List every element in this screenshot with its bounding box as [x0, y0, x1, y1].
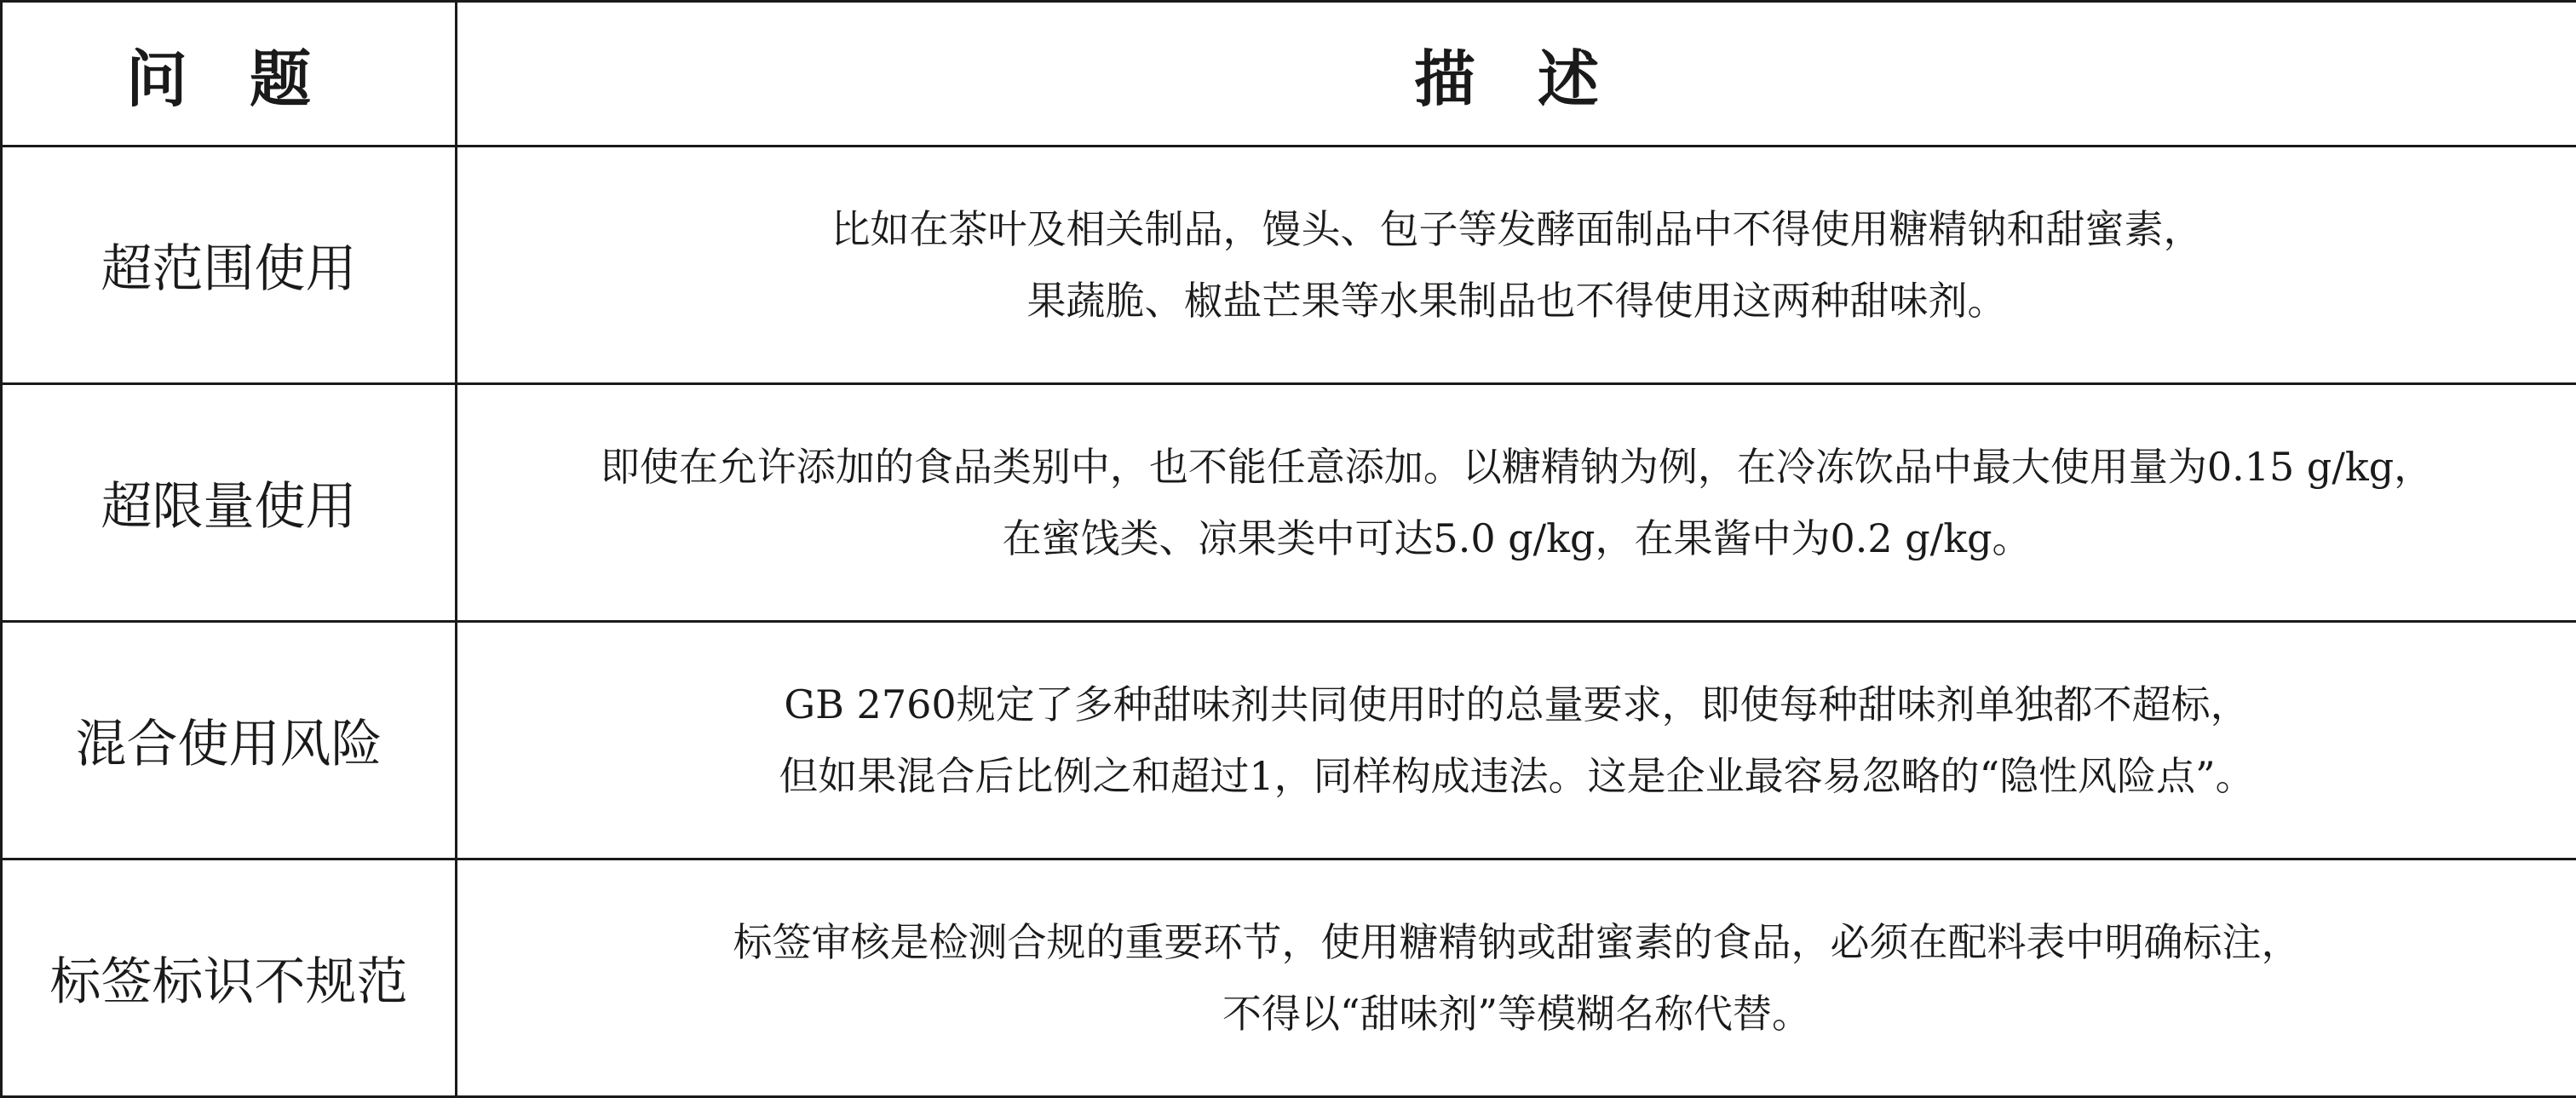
issue-cell: 标签标识不规范	[2, 859, 457, 1097]
issue-cell: 混合使用风险	[2, 622, 457, 859]
table-row	[2, 622, 2576, 859]
header-description: 描 述	[457, 2, 2576, 147]
description-line: GB 2760规定了多种甜味剂共同使用时的总量要求，即使每种甜味剂单独都不超标，	[457, 669, 2576, 740]
description-line: 比如在茶叶及相关制品，馒头、包子等发酵面制品中不得使用糖精钠和甜蜜素，	[457, 193, 2576, 265]
header-issue: 问 题	[2, 2, 457, 147]
description-line: 在蜜饯类、凉果类中可达5.0 g/kg，在果酱中为0.2 g/kg。	[457, 503, 2576, 574]
issue-cell: 超范围使用	[2, 147, 457, 384]
description-line: 不得以“甜味剂”等模糊名称代替。	[457, 978, 2576, 1049]
description-line: 即使在允许添加的食品类别中，也不能任意添加。以糖精钠为例，在冷冻饮品中最大使用量为0.15 g/kg，	[457, 431, 2576, 503]
description-line: 标签审核是检测合规的重要环节，使用糖精钠或甜蜜素的食品，必须在配料表中明确标注，	[457, 906, 2576, 978]
description-line: 果蔬脆、椒盐芒果等水果制品也不得使用这两种甜味剂。	[457, 265, 2576, 336]
table-header-row	[2, 2, 2576, 147]
description-cell	[457, 384, 2576, 622]
description-line: 但如果混合后比例之和超过1，同样构成违法。这是企业最容易忽略的“隐性风险点”。	[457, 740, 2576, 812]
table-row	[2, 384, 2576, 622]
issue-cell: 超限量使用	[2, 384, 457, 622]
description-cell	[457, 859, 2576, 1097]
description-cell	[457, 147, 2576, 384]
description-cell	[457, 622, 2576, 859]
table-row	[2, 147, 2576, 384]
table-row	[2, 859, 2576, 1097]
